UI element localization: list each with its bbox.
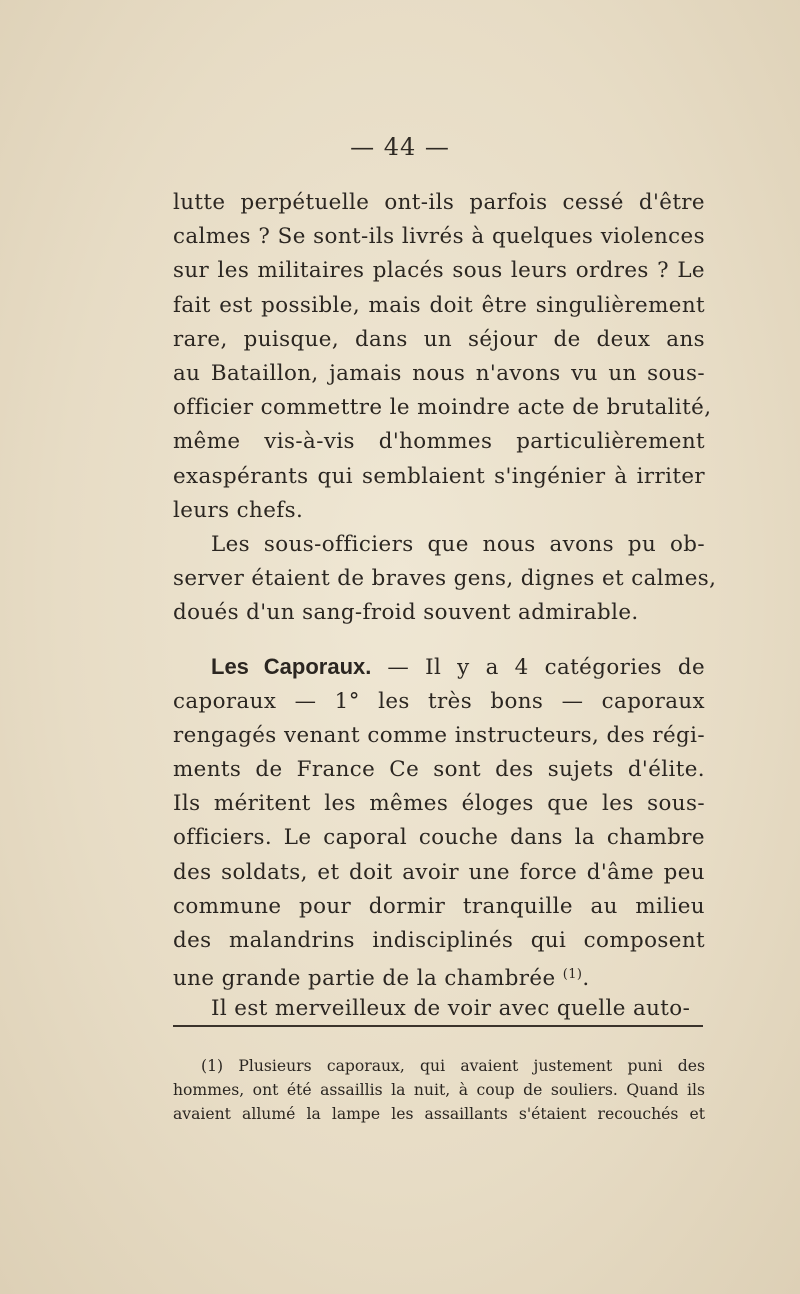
text-line: officier commettre le moindre acte de brutalité, [173, 395, 712, 421]
section-first-line [173, 650, 705, 684]
section-heading: Les Caporaux. [211, 654, 372, 680]
text-line: caporaux — 1° les très bons — caporaux [173, 688, 705, 714]
body-text [173, 186, 717, 1027]
text-line: fait est possible, mais doit être singulièrement [173, 292, 705, 318]
text-line: calmes ? Se sont-ils livrés à quelques violences [173, 224, 705, 250]
text-line: lutte perpétuelle ont-ils parfois cessé d'être [173, 190, 705, 215]
text-line: officiers. Le caporal couche dans la chambre [173, 825, 705, 851]
footnote-divider [173, 1025, 703, 1027]
text-line: même vis-à-vis d'hommes particulièrement [173, 429, 705, 455]
footnote [173, 1054, 705, 1126]
text-line: sur les militaires placés sous leurs ordres ? Le [173, 258, 705, 284]
text-line: des malandrins indisciplinés qui composent [173, 927, 705, 953]
text-line: commune pour dormir tranquille au milieu [173, 893, 705, 919]
page-number: — 44 — [350, 133, 450, 161]
text-line [173, 958, 705, 992]
text-line: rengagés venant comme instructeurs, des régi- [173, 722, 705, 748]
text-line: server étaient de braves gens, dignes et calmes, [173, 566, 717, 592]
text-line: Il est merveilleux de voir avec quelle auto- [211, 996, 691, 1022]
text-line: doués d'un sang-froid souvent admirable. [173, 600, 639, 626]
text-line: rare, puisque, dans un séjour de deux ans [173, 326, 705, 352]
text-line: au Bataillon, jamais nous n'avons vu un sous- [173, 360, 705, 386]
text-line: Ils méritent les mêmes éloges que les sous- [173, 791, 705, 817]
section-intro: — Il y a 4 catégories de [387, 655, 706, 681]
footnote-line: avaient allumé la lampe les assaillants s'étaient recouchés et [173, 1105, 705, 1123]
text-line: des soldats, et doit avoir une force d'âme peu [173, 859, 705, 885]
text-line: Les sous-officiers que nous avons pu ob- [211, 531, 705, 557]
text-line: exaspérants qui semblaient s'ingénier à irriter [173, 463, 705, 489]
footnote-reference: (1) [562, 967, 583, 983]
text-fragment: une grande partie de la chambrée [173, 966, 556, 992]
text-line: leurs chefs. [173, 497, 304, 523]
footnote-line: hommes, ont été assaillis la nuit, à coup de souliers. Quand ils [173, 1081, 705, 1099]
text-line: ments de France Ce sont des sujets d'élite. [173, 757, 705, 782]
text-fragment: . [582, 966, 590, 992]
footnote-line: (1) Plusieurs caporaux, qui avaient justement puni des [201, 1057, 705, 1075]
